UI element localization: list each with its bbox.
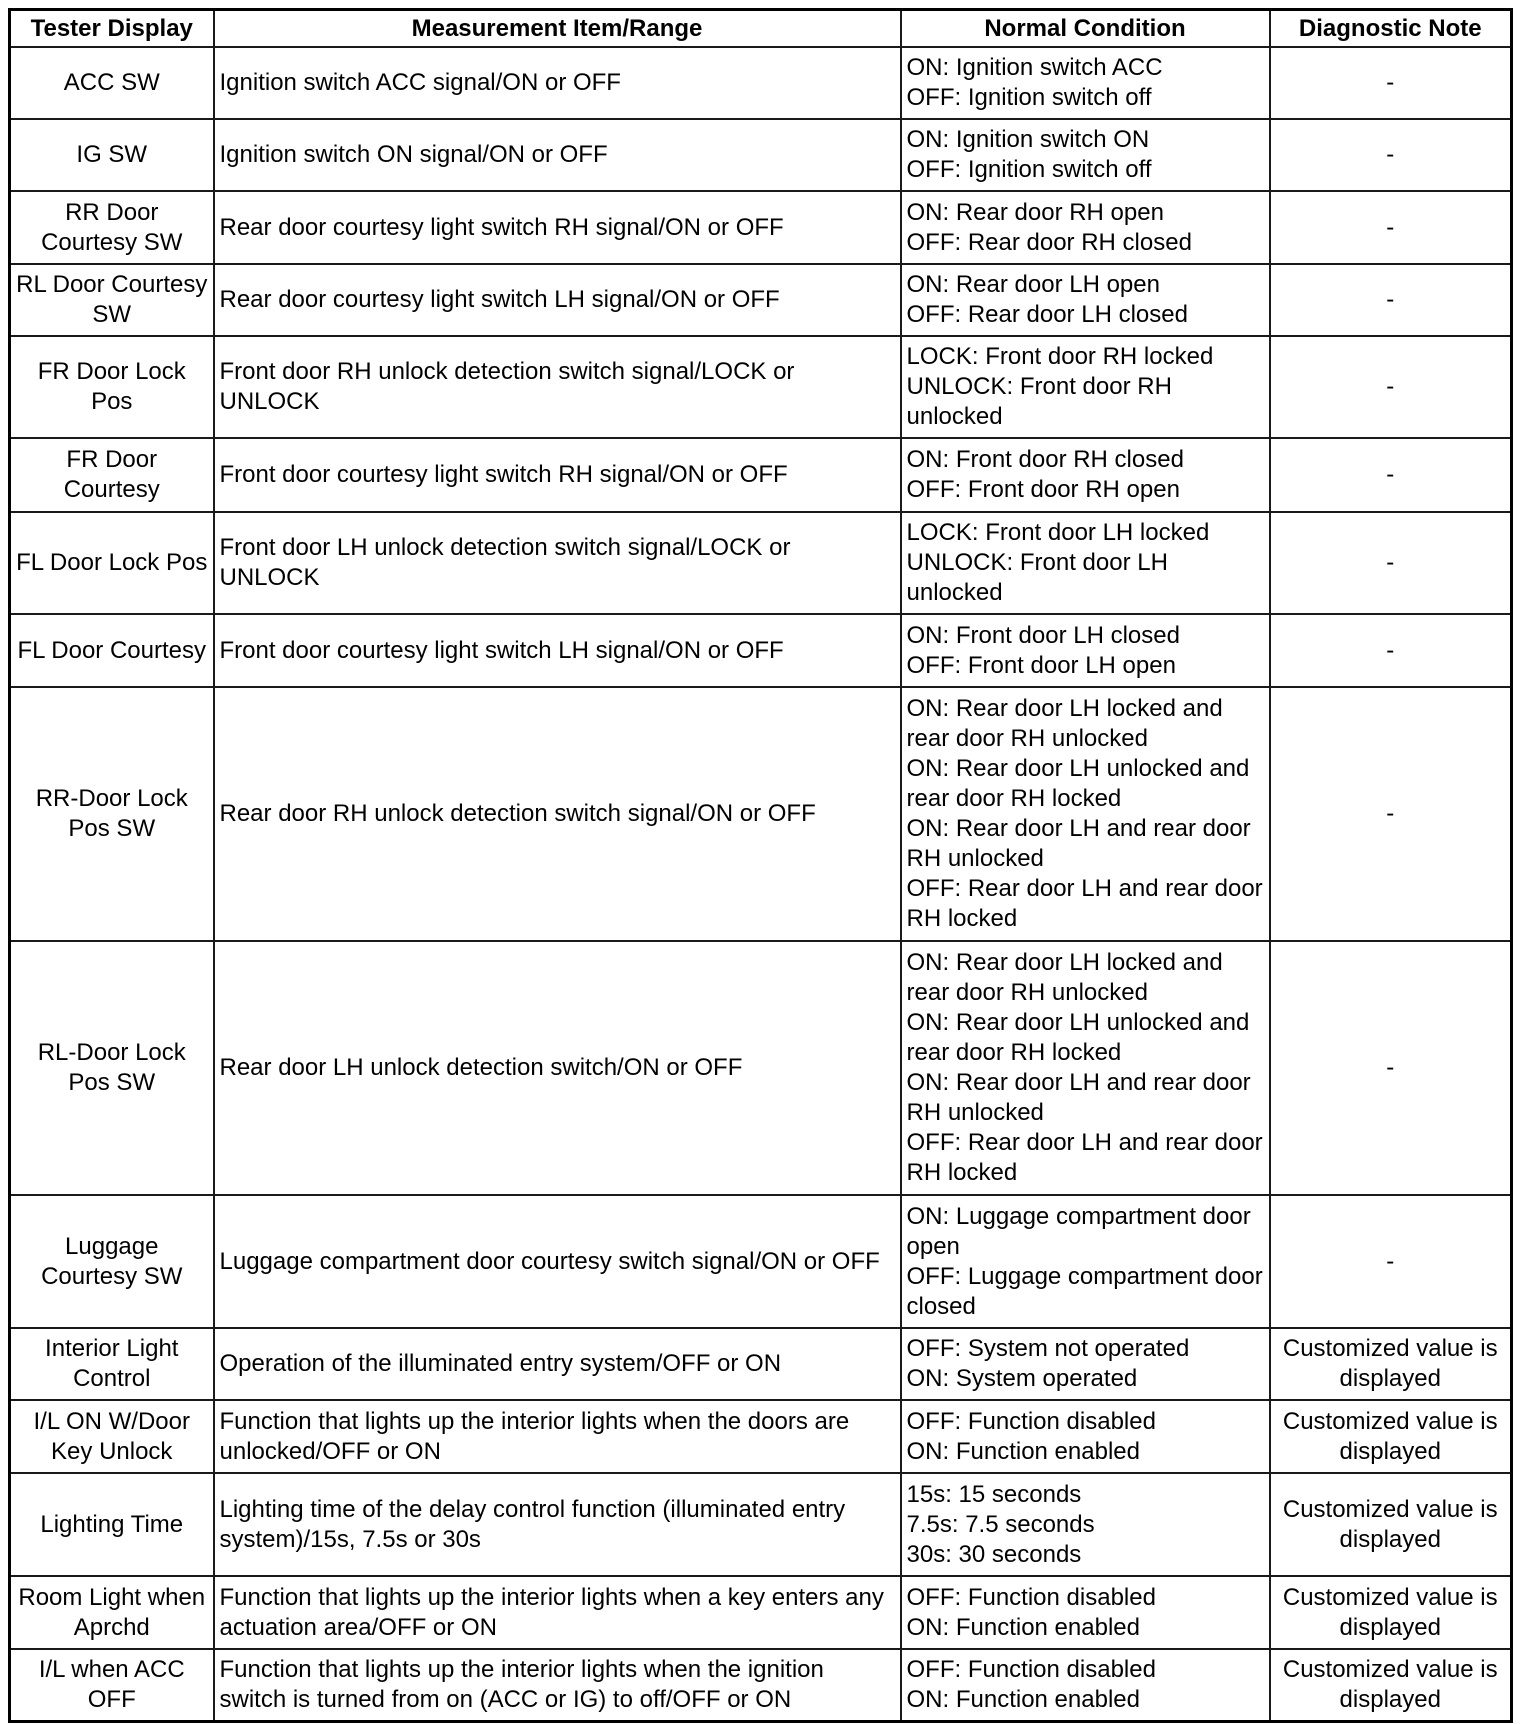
header-normal-condition: Normal Condition — [901, 10, 1270, 48]
condition-line: ON: Function enabled — [906, 1685, 1140, 1713]
cell-normal-condition — [901, 512, 1270, 614]
cell-normal-condition — [901, 47, 1270, 119]
cell-diagnostic-note: - — [1270, 687, 1512, 941]
cell-diagnostic-note: - — [1270, 47, 1512, 119]
condition-line: OFF: Luggage compartment door closed — [906, 1262, 1263, 1320]
cell-measurement-item: Function that lights up the interior lights when the doors are unlocked/OFF or ON — [214, 1400, 901, 1473]
cell-measurement-item: Ignition switch ON signal/ON or OFF — [214, 119, 901, 191]
condition-line: ON: Rear door RH open — [906, 198, 1164, 226]
condition-line: ON: Rear door LH locked and rear door RH unlocked — [906, 695, 1223, 752]
condition-line: OFF: Function disabled — [906, 1583, 1156, 1611]
table-row — [10, 941, 1512, 1195]
condition-line: ON: Front door LH closed — [906, 621, 1180, 649]
cell-tester-display: Luggage Courtesy SW — [10, 1195, 214, 1328]
cell-measurement-item: Front door courtesy light switch RH signal/ON or OFF — [214, 438, 901, 512]
cell-normal-condition — [901, 1400, 1270, 1473]
cell-diagnostic-note: - — [1270, 1195, 1512, 1328]
cell-normal-condition — [901, 1473, 1270, 1576]
cell-diagnostic-note: - — [1270, 119, 1512, 191]
condition-line: ON: Rear door LH and rear door RH unlocked — [906, 1069, 1251, 1126]
table-row — [10, 336, 1512, 438]
cell-diagnostic-note: - — [1270, 336, 1512, 438]
cell-tester-display: I/L ON W/Door Key Unlock — [10, 1400, 214, 1473]
cell-diagnostic-note: Customized value is displayed — [1270, 1649, 1512, 1721]
cell-tester-display: I/L when ACC OFF — [10, 1649, 214, 1721]
cell-tester-display: IG SW — [10, 119, 214, 191]
condition-line: ON: Rear door LH and rear door RH unlocked — [906, 815, 1251, 872]
cell-diagnostic-note: Customized value is displayed — [1270, 1473, 1512, 1576]
cell-diagnostic-note: Customized value is displayed — [1270, 1328, 1512, 1400]
table-row — [10, 1649, 1512, 1721]
cell-tester-display: ACC SW — [10, 47, 214, 119]
condition-line: OFF: Rear door LH and rear door RH locked — [906, 875, 1263, 932]
table-row — [10, 119, 1512, 191]
cell-measurement-item: Rear door courtesy light switch RH signal/ON or OFF — [214, 191, 901, 264]
cell-tester-display: RL-Door Lock Pos SW — [10, 941, 214, 1195]
condition-line: OFF: Function disabled — [906, 1655, 1156, 1683]
condition-line: UNLOCK: Front door LH unlocked — [906, 549, 1168, 606]
condition-line: OFF: Ignition switch off — [906, 84, 1152, 111]
cell-diagnostic-note: - — [1270, 614, 1512, 687]
condition-line: OFF: Rear door LH and rear door RH locked — [906, 1129, 1263, 1186]
condition-line: OFF: Function disabled — [906, 1407, 1156, 1435]
cell-measurement-item: Front door RH unlock detection switch signal/LOCK or UNLOCK — [214, 336, 901, 438]
cell-measurement-item: Front door courtesy light switch LH signal/ON or OFF — [214, 614, 901, 687]
data-list-table — [8, 8, 1513, 1723]
table-row — [10, 687, 1512, 941]
cell-measurement-item: Front door LH unlock detection switch signal/LOCK or UNLOCK — [214, 512, 901, 614]
cell-normal-condition — [901, 1195, 1270, 1328]
table-body — [10, 47, 1512, 1721]
table-row — [10, 1473, 1512, 1576]
cell-normal-condition — [901, 614, 1270, 687]
condition-line: ON: Luggage compartment door open — [906, 1202, 1251, 1260]
condition-line: ON: Rear door LH locked and rear door RH unlocked — [906, 949, 1223, 1006]
cell-measurement-item: Lighting time of the delay control function (illuminated entry system)/15s, 7.5s or 30s — [214, 1473, 901, 1576]
cell-diagnostic-note: - — [1270, 191, 1512, 264]
cell-normal-condition — [901, 438, 1270, 512]
cell-diagnostic-note: - — [1270, 941, 1512, 1195]
header-diagnostic-note: Diagnostic Note — [1270, 10, 1512, 48]
condition-line: LOCK: Front door LH locked — [906, 519, 1210, 546]
cell-tester-display: RL Door Courtesy SW — [10, 264, 214, 336]
table-row — [10, 1328, 1512, 1400]
cell-measurement-item: Function that lights up the interior lights when a key enters any actuation area/OFF or ON — [214, 1576, 901, 1649]
condition-line: 7.5s: 7.5 seconds — [906, 1510, 1095, 1538]
cell-normal-condition — [901, 941, 1270, 1195]
cell-normal-condition — [901, 1328, 1270, 1400]
cell-diagnostic-note: Customized value is displayed — [1270, 1400, 1512, 1473]
condition-line: 30s: 30 seconds — [906, 1540, 1082, 1568]
cell-normal-condition — [901, 1576, 1270, 1649]
cell-normal-condition — [901, 336, 1270, 438]
cell-measurement-item: Rear door RH unlock detection switch signal/ON or OFF — [214, 687, 901, 941]
cell-tester-display: Room Light when Aprchd — [10, 1576, 214, 1649]
condition-line: ON: Function enabled — [906, 1613, 1140, 1641]
cell-normal-condition — [901, 1649, 1270, 1721]
condition-line: OFF: Rear door LH closed — [906, 301, 1188, 328]
cell-diagnostic-note: Customized value is displayed — [1270, 1576, 1512, 1649]
cell-diagnostic-note: - — [1270, 264, 1512, 336]
cell-tester-display: Interior Light Control — [10, 1328, 214, 1400]
header-tester-display: Tester Display — [10, 10, 214, 48]
condition-line: ON: Ignition switch ON — [906, 126, 1150, 153]
condition-line: ON: System operated — [906, 1365, 1138, 1392]
table-row — [10, 1195, 1512, 1328]
table-row — [10, 614, 1512, 687]
data-list-table-container — [8, 8, 1513, 1723]
header-measurement-item: Measurement Item/Range — [214, 10, 901, 48]
table-row — [10, 1400, 1512, 1473]
condition-line: UNLOCK: Front door RH unlocked — [906, 373, 1172, 430]
cell-normal-condition — [901, 687, 1270, 941]
cell-measurement-item: Luggage compartment door courtesy switch signal/ON or OFF — [214, 1195, 901, 1328]
cell-measurement-item: Operation of the illuminated entry system/OFF or ON — [214, 1328, 901, 1400]
cell-tester-display: Lighting Time — [10, 1473, 214, 1576]
condition-line: OFF: Rear door RH closed — [906, 228, 1192, 256]
cell-tester-display: RR-Door Lock Pos SW — [10, 687, 214, 941]
table-row — [10, 512, 1512, 614]
cell-tester-display: FR Door Lock Pos — [10, 336, 214, 438]
cell-tester-display: FL Door Courtesy — [10, 614, 214, 687]
cell-measurement-item: Function that lights up the interior lights when the ignition switch is turned from on (ACC or IG) to off/OFF or ON — [214, 1649, 901, 1721]
table-row — [10, 47, 1512, 119]
condition-line: ON: Rear door LH unlocked and rear door RH locked — [906, 755, 1250, 812]
condition-line: LOCK: Front door RH locked — [906, 343, 1214, 370]
table-row — [10, 1576, 1512, 1649]
condition-line: OFF: Ignition switch off — [906, 156, 1152, 183]
cell-normal-condition — [901, 264, 1270, 336]
condition-line: ON: Ignition switch ACC — [906, 54, 1163, 81]
condition-line: OFF: System not operated — [906, 1335, 1190, 1362]
condition-line: ON: Rear door LH unlocked and rear door RH locked — [906, 1009, 1250, 1066]
cell-tester-display: FR Door Courtesy — [10, 438, 214, 512]
cell-measurement-item: Rear door LH unlock detection switch/ON or OFF — [214, 941, 901, 1195]
cell-tester-display: FL Door Lock Pos — [10, 512, 214, 614]
cell-normal-condition — [901, 119, 1270, 191]
condition-line: ON: Rear door LH open — [906, 271, 1160, 298]
cell-tester-display: RR Door Courtesy SW — [10, 191, 214, 264]
table-row — [10, 191, 1512, 264]
condition-line: ON: Function enabled — [906, 1437, 1140, 1465]
cell-diagnostic-note: - — [1270, 438, 1512, 512]
table-row — [10, 438, 1512, 512]
condition-line: OFF: Front door LH open — [906, 651, 1176, 679]
cell-measurement-item: Ignition switch ACC signal/ON or OFF — [214, 47, 901, 119]
condition-line: 15s: 15 seconds — [906, 1480, 1082, 1508]
condition-line: OFF: Front door RH open — [906, 476, 1180, 503]
cell-normal-condition — [901, 191, 1270, 264]
condition-line: ON: Front door RH closed — [906, 446, 1184, 473]
table-header-row — [10, 10, 1512, 48]
table-row — [10, 264, 1512, 336]
cell-measurement-item: Rear door courtesy light switch LH signal/ON or OFF — [214, 264, 901, 336]
cell-diagnostic-note: - — [1270, 512, 1512, 614]
